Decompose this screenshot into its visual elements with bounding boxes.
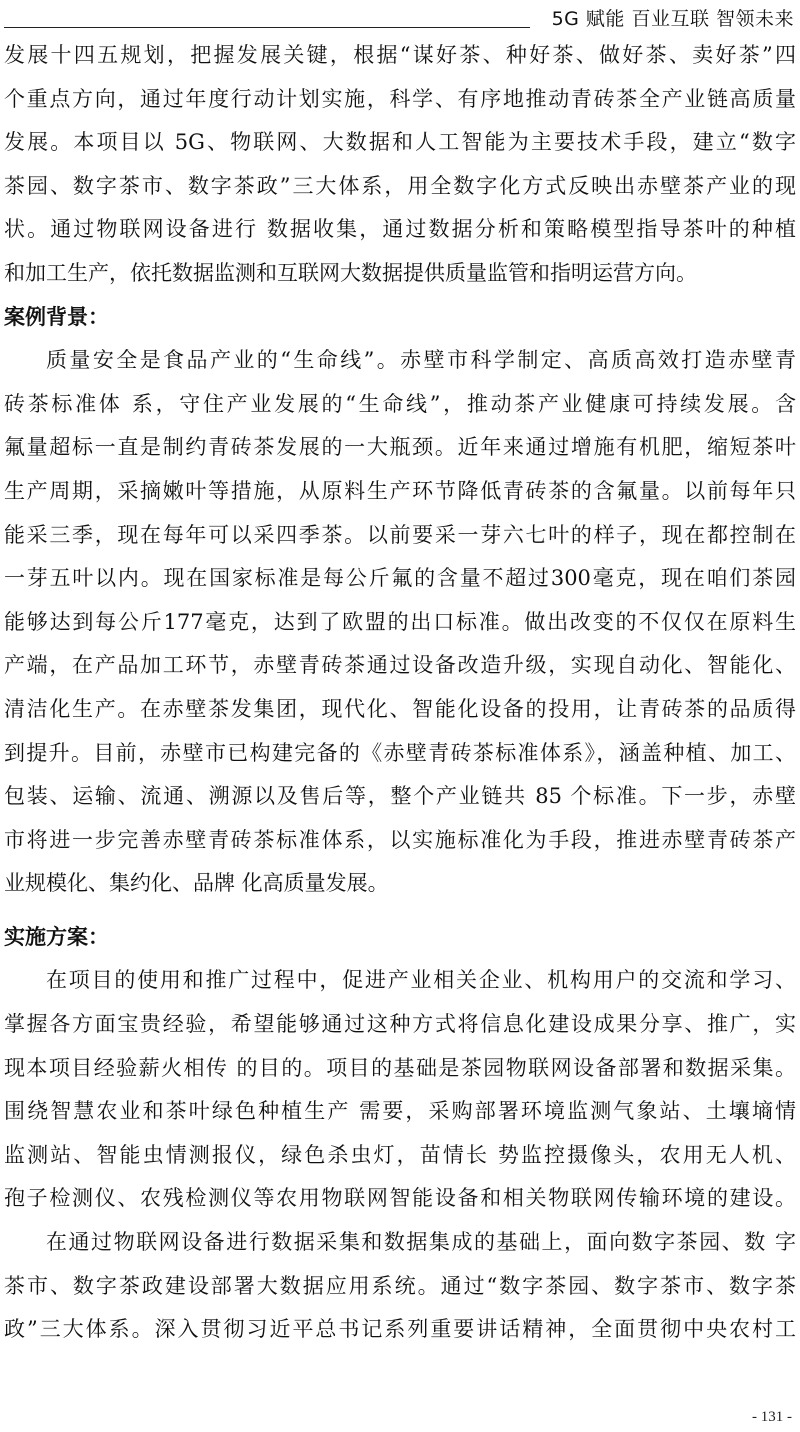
text-line: 政”三大体系。深入贯彻习近平总书记系列重要讲话精神，全面贯彻中央农村工: [4, 1317, 796, 1342]
text-line: 现本项目经验薪火相传 的目的。项目的基础是茶园物联网设备部署和数据采集。: [4, 1055, 796, 1080]
header-rule: [4, 27, 530, 28]
text-line: 茶市、数字茶政建设部署大数据应用系统。通过“数字茶园、数字茶市、数字茶: [4, 1273, 796, 1298]
text-line: 在通过物联网设备进行数据采集和数据集成的基础上，面向数字茶园、数 字: [46, 1230, 796, 1255]
section-heading-plan: 实施方案：: [4, 924, 109, 949]
text-line: 一芽五叶以内。现在国家标准是每公斤氟的含量不超过300毫克，现在咱们茶园: [4, 566, 796, 591]
text-line: 到提升。目前，赤壁市已构建完备的《赤壁青砖茶标准体系》，涵盖种植、加工、: [4, 740, 796, 765]
text-line: 和加工生产，依托数据监测和互联网大数据提供质量监管和指明运营方向。: [4, 260, 697, 285]
text-line: 能采三季，现在每年可以采四季茶。以前要采一芽六七叶的样子，现在都控制在: [4, 522, 796, 547]
text-line: 发展十四五规划，把握发展关键，根据“谋好茶、种好茶、做好茶、卖好茶”四: [4, 43, 796, 67]
document-body: [0, 34, 800, 1352]
text-line: 掌握各方面宝贵经验，希望能够通过这种方式将信息化建设成果分享、推广，实: [4, 1012, 796, 1037]
text-line: 业规模化、集约化、品牌 化高质量发展。: [4, 871, 389, 896]
text-line: 围绕智慧农业和茶叶绿色种植生产 需要，采购部署环境监测气象站、土壤墒情: [4, 1099, 796, 1124]
text-line: 发展。本项目以 5G、物联网、大数据和人工智能为主要技术手段，建立“数字: [4, 130, 796, 155]
text-line: 监测站、智能虫情测报仪，绿色杀虫灯，苗情长 势监控摄像头，农用无人机、: [4, 1142, 796, 1167]
text-line: 茶园、数字茶市、数字茶政”三大体系，用全数字化方式反映出赤壁茶产业的现: [4, 173, 796, 198]
intro-paragraph: [0, 34, 800, 296]
text-line: 产端，在产品加工环节，赤壁青砖茶通过设备改造升级，实现自动化、智能化、: [4, 653, 796, 678]
header-title: 5G 赋能 百业互联 智领未来: [551, 8, 794, 30]
paragraph-gap: [0, 906, 800, 916]
text-line: 能够达到每公斤177毫克，达到了欧盟的出口标准。做出改变的不仅仅在原料生: [4, 609, 796, 634]
text-line: 氟量超标一直是制约青砖茶发展的一大瓶颈。近年来通过增施有机肥，缩短茶叶: [4, 435, 796, 460]
text-line: 质量安全是食品产业的“生命线”。赤壁市科学制定、高质高效打造赤壁青: [46, 348, 796, 373]
text-line: 生产周期，采摘嫩叶等措施，从原料生产环节降低青砖茶的含氟量。以前每年只: [4, 478, 796, 503]
text-line: 砖茶标准体 系，守住产业发展的“生命线”，推动茶产业健康可持续发展。含: [4, 391, 796, 416]
page-number: - 131 -: [752, 1409, 792, 1425]
plan-paragraph-1: [0, 959, 800, 1221]
text-line: 孢子检测仪、农残检测仪等农用物联网智能设备和相关物联网传输环境的建设。: [4, 1186, 796, 1211]
text-line: 在项目的使用和推广过程中，促进产业相关企业、机构用户的交流和学习、: [46, 968, 796, 993]
section-heading-background: 案例背景：: [4, 304, 109, 329]
plan-paragraph-2: [0, 1221, 800, 1352]
text-line: 状。通过物联网设备进行 数据收集，通过数据分析和策略模型指导茶叶的种植: [4, 217, 796, 242]
text-line: 市将进一步完善赤壁青砖茶标准体系，以实施标准化为手段，推进赤壁青砖茶产: [4, 827, 796, 852]
text-line: 清洁化生产。在赤壁茶发集团，现代化、智能化设备的投用，让青砖茶的品质得: [4, 696, 796, 721]
background-paragraph: [0, 339, 800, 906]
text-line: 包装、运输、流通、溯源以及售后等，整个产业链共 85 个标准。下一步，赤壁: [4, 784, 796, 809]
page-header: [0, 0, 800, 34]
text-line: 个重点方向，通过年度行动计划实施，科学、有序地推动青砖茶全产业链高质量: [4, 86, 796, 111]
